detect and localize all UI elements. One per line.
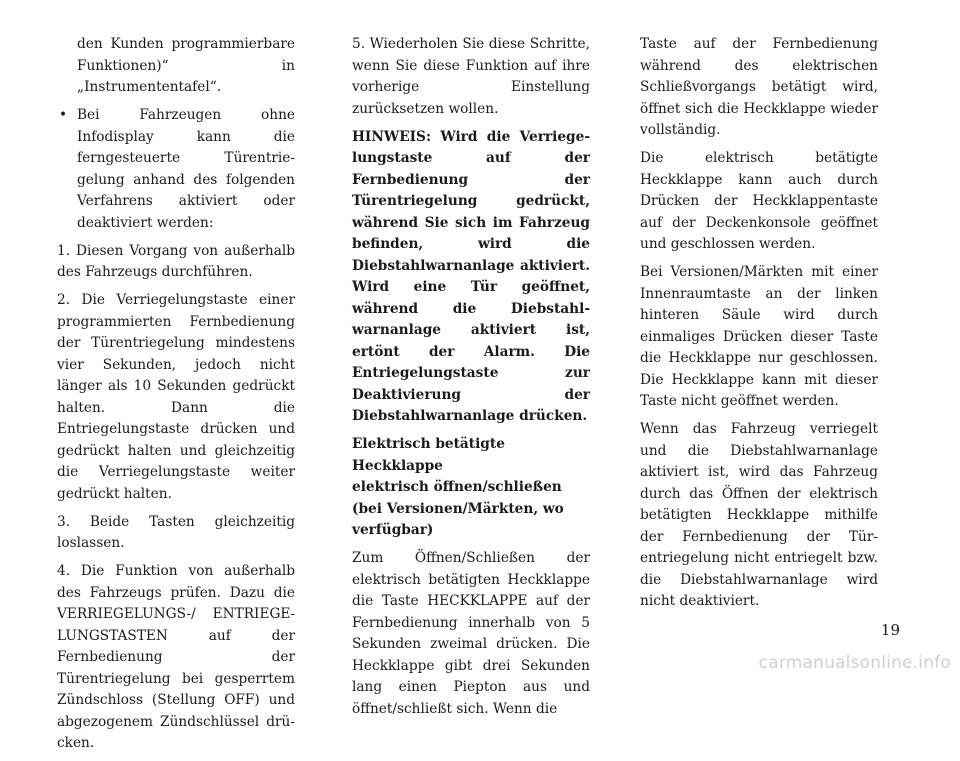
paragraph: Wenn das Fahrzeug verriegelt und die Diebstahlwarnanlage aktiviert ist, wird das Fahrzeug durch das Öffnen der elektrisch betätigten Heckklappe mithilfe der Fernbedienung der Türentriegelung nicht entriegelt bzw. die Diebstahlwarnanlage wird nicht deaktiviert. xyxy=(640,421,878,609)
heading-line: elektrisch öffnen/schließen xyxy=(352,479,562,495)
paragraph: Zum Öffnen/Schließen der elektrisch betätigten Heckklappe die Taste HECKKLAPPE auf der Fernbedienung innerhalb von 5 Sekunden zweimal drücken. Die Heckklappe gibt drei Sekunden lang einen Piepton aus und öffnet/schließt sich. Wenn die xyxy=(352,550,590,717)
text-column-2 xyxy=(352,34,590,727)
paragraph: Taste auf der Fernbedienung während des elektrischen Schließvorgangs betätigt wird, öffnet sich die Heckklappe wieder vollständig. xyxy=(640,36,878,138)
step-3: 3. Beide Tasten gleichzeitig loslassen. xyxy=(57,513,295,551)
paragraph-continuation: den Kunden programmierbare Funktionen)“ in „Instrumententafel“. xyxy=(77,36,295,95)
paragraph: Die elektrisch betätigte Heckklappe kann auch durch Drücken der Heckklappentaste auf der Deckenkonsole geöffnet und geschlossen werden. xyxy=(640,150,878,252)
heading-line: verfügbar) xyxy=(352,522,434,538)
step-1: 1. Diesen Vorgang von außerhalb des Fahrzeugs durchführen. xyxy=(57,242,295,280)
note-paragraph: HINWEIS: Wird die Verriegelungstaste auf der Fernbedienung der Türentriegelung gedrückt, während Sie sich im Fahrzeug befinden, wird die Diebstahlwarnanlage aktiviert. Wird eine Tür geöffnet, während die Diebstahlwarnanlage aktiviert ist, ertönt der Alarm. Die Entriegelungstaste zur Deaktivierung der Diebstahlwarnanlage drücken. xyxy=(352,128,590,424)
paragraph: Bei Versionen/Märkten mit einer Innenraumtaste an der linken hinteren Säule wird durch einmaliges Drücken dieser Taste die Heckklappe nur geschlossen. Die Heckklappe kann mit dieser Taste nicht geöffnet werden. xyxy=(640,264,878,409)
bullet-text: Bei Fahrzeugen ohne Infodisplay kann die ferngesteuerte Türentriegelung anhand des folgenden Verfahrens aktiviert oder deaktiviert werden: xyxy=(77,107,295,231)
step-5: 5. Wiederholen Sie diese Schritte, wenn Sie diese Funktion auf ihre vorherige Einstellung zurücksetzen wollen. xyxy=(352,36,590,117)
text-column-3 xyxy=(640,34,878,619)
watermark: carmanualsonline.info xyxy=(758,653,951,673)
page-number: 19 xyxy=(880,621,900,639)
text-column-1 xyxy=(57,34,295,761)
section-heading xyxy=(352,434,590,542)
heading-line: (bei Versionen/Märkten, wo xyxy=(352,500,564,517)
bullet-item xyxy=(57,105,295,234)
step-4: 4. Die Funktion von außerhalb des Fahrzeugs prüfen. Dazu die VERRIEGELUNGS-/ ENTRIEGELUNGSTASTEN auf der Fernbedienung der Türentriegelung bei gesperrtem Zündschloss (Stellung OFF) und abgezogenem Zündschlüssel drücken. xyxy=(57,563,295,751)
step-2: 2. Die Verriegelungstaste einer programmierten Fernbedienung der Türentriegelung mindestens vier Sekunden, jedoch nicht länger als 10 Sekunden gedrückt halten. Dann die Entriegelungstaste drücken und gedrückt halten und gleichzeitig die Verriegelungstaste weiter gedrückt halten. xyxy=(57,292,295,502)
heading-line: Elektrisch betätigte Heckklappe xyxy=(352,436,505,474)
bullet-icon: • xyxy=(59,107,68,123)
